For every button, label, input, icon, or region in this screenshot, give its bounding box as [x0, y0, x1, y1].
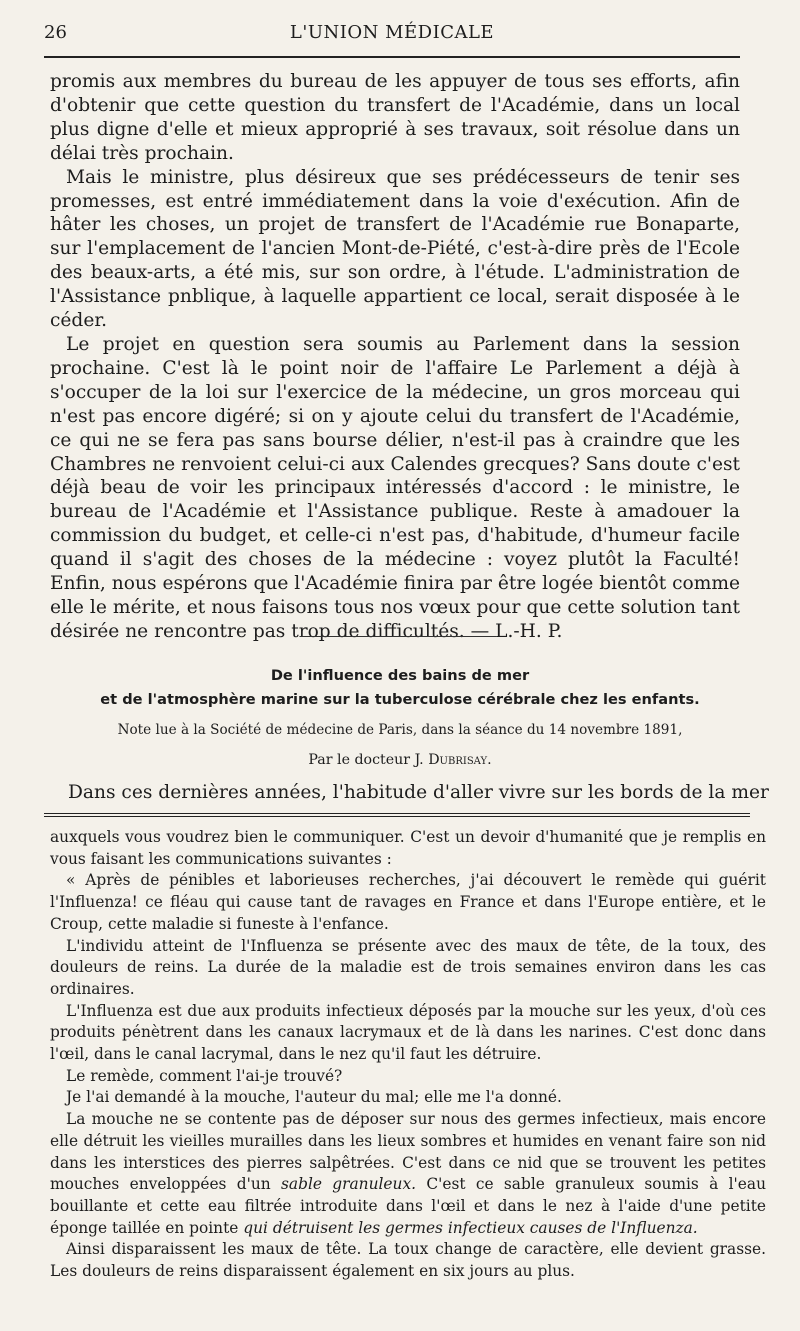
- article-title-line-2: et de l'atmosphère marine sur la tuberculose cérébrale chez les enfants.: [100, 691, 700, 708]
- page-header: [44, 22, 740, 52]
- paragraph: L'individu atteint de l'Influenza se présente avec des maux de tête, de la toux, des douleurs de reins. La durée de la maladie est de trois semaines environ dans les cas ordinaires.: [50, 936, 766, 998]
- letter-column: [50, 827, 766, 1283]
- paragraph: Le remède, comment l'ai-je trouvé?: [66, 1066, 343, 1085]
- paragraph: Ainsi disparaissent les maux de tête. La toux change de caractère, elle devient grasse. Les douleurs de reins disparaissent également en six jours au plus.: [50, 1240, 766, 1281]
- author-name: Dubrisay.: [428, 752, 492, 768]
- section-divider: [300, 636, 496, 637]
- paragraph: auxquels vous voudrez bien le communiquer. C'est un devoir d'humanité que je remplis en vous faisant les communications suivantes :: [50, 828, 766, 868]
- page-number: 26: [44, 22, 67, 43]
- italic-phrase: sable granuleux.: [281, 1175, 417, 1194]
- running-title: L'UNION MÉDICALE: [289, 22, 495, 43]
- italic-phrase: qui détruisent les germes infectieux causes de l'Influenza.: [243, 1218, 698, 1237]
- paragraph: « Après de pénibles et laborieuses recherches, j'ai découvert le remède qui guérit l'Influenza! ce fléau qui cause tant de ravages en France et dans l'Europe entière, et le Croup, cette maladie si funeste à l'enfance.: [50, 871, 766, 933]
- paragraph: promis aux membres du bureau de les appuyer de tous ses efforts, afin d'obtenir que cette question du transfert de l'Académie, dans un local plus digne d'elle et mieux approprié à ses travaux, soit résolue dans un délai très prochain.: [50, 71, 740, 164]
- paragraph: L'Influenza est due aux produits infectieux déposés par la mouche sur les yeux, d'où ces produits pénètrent dans les canaux lacrymaux et de là dans les narines. C'est donc dans l'œil, dans le canal lacrymal, dans le nez qu'il faut les détruire.: [50, 1001, 766, 1064]
- article-lead-line: Dans ces dernières années, l'habitude d'aller vivre sur les bords de la mer: [68, 782, 769, 803]
- article-title-line-1: De l'influence des bains de mer: [270, 667, 530, 684]
- author-prefix: Par le docteur J.: [308, 752, 424, 768]
- paragraph: Mais le ministre, plus désireux que ses prédécesseurs de tenir ses promesses, est entré immédiatement dans la voie d'exécution. Afin de hâter les choses, un projet de transfert de l'Académie rue Bonaparte, sur l'emplacement de l'ancien Mont-de-Piété, c'est-à-dire près de l'Ecole des beaux-arts, a été mis, sur son ordre, à l'étude. L'administration de l'Assistance pnblique, à laquelle appartient ce local, serait disposée à le céder.: [50, 166, 740, 332]
- header-rule: [44, 56, 740, 58]
- paragraph: Je l'ai demandé à la mouche, l'auteur du mal; elle me l'a donné.: [66, 1088, 562, 1107]
- article-note: Note lue à la Société de médecine de Paris, dans la séance du 14 novembre 1891,: [117, 722, 683, 738]
- paragraph: Le projet en question sera soumis au Parlement dans la session prochaine. C'est là le point noir de l'affaire Le Parlement a déjà à s'occuper de la loi sur l'exercice de la médecine, un gros morceau qui n'est pas encore digéré; si on y ajoute celui du transfert de l'Académie, ce qui ne se fera pas sans bourse délier, n'est-il pas à craindre que les Chambres ne renvoient celui-ci aux Calendes grecques? Sans doute c'est déjà beau de voir les principaux intéressés d'accord : le ministre, le bureau de l'Académie et l'Assistance publique. Reste à amadouer la commission du budget, et celle-ci n'est pas, d'habitude, d'humeur facile quand il s'agit des choses de la médecine : voyez plutôt la Faculté! Enfin, nous espérons que l'Académie finira par être logée bientôt comme elle le mérite, et nous faisons tous nos vœux pour que cette solution tant désirée ne rencontre pas trop de difficultés. — L.-H. P.: [50, 333, 740, 642]
- double-rule: [44, 813, 750, 817]
- article-author: [40, 752, 760, 768]
- editorial-column: [50, 70, 740, 644]
- paragraph: [50, 1109, 766, 1239]
- paragraph-text: La mouche ne se contente pas de déposer sur nous des germes infectieux, mais encore elle détruit les vieilles murailles dans les lieux sombres et humides en venant faire son nid dans les interstices des pierres salpêtrées. C'est dans ce nid que se trouvent les petites mouches enveloppées d'un: [50, 1110, 766, 1194]
- paragraph-text: C'est ce sable granuleux soumis à l'eau bouillante et cette eau filtrée introduite dans l'œil et dans le nez à l'aide d'une petite éponge taillée en pointe: [50, 1175, 766, 1237]
